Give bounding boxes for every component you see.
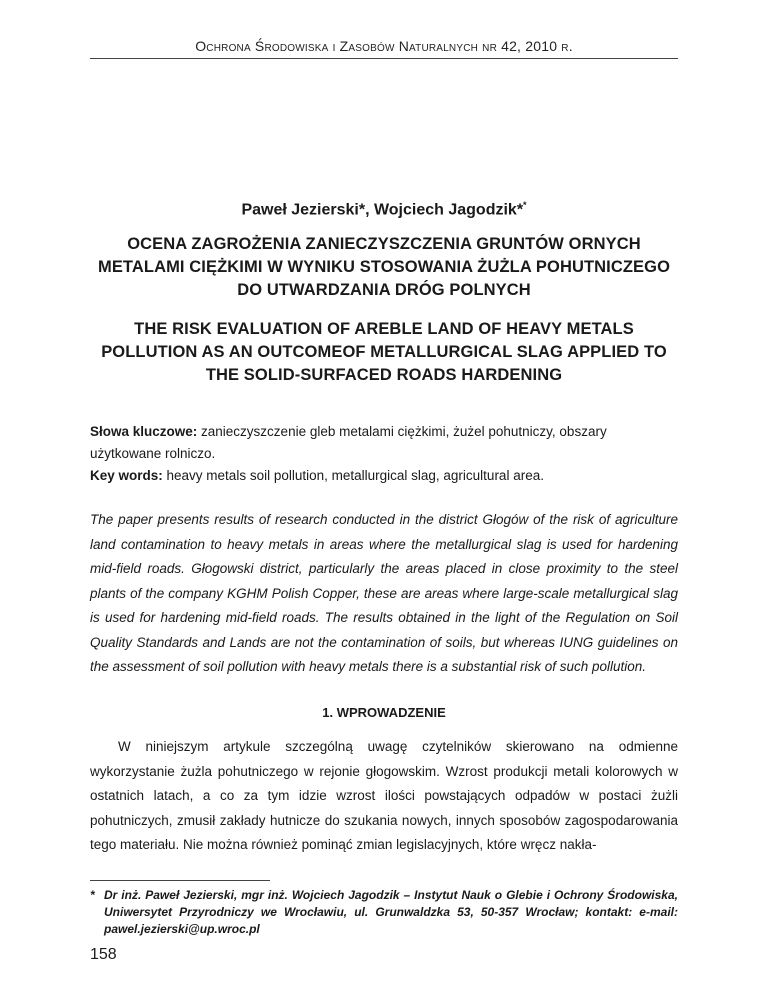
section-heading: 1. WPROWADZENIE: [322, 705, 446, 720]
footnote: [90, 887, 678, 938]
title-english: THE RISK EVALUATION OF AREBLE LAND OF HEAVY METALS POLLUTION AS AN OUTCOMEOF METALLURGICAL SLAG APPLIED TO THE SOLID-SURFACED ROADS HARDENING: [101, 320, 667, 384]
keywords-polish: [90, 421, 678, 465]
title-polish: OCENA ZAGROŻENIA ZANIECZYSZCZENIA GRUNTÓW ORNYCH METALAMI CIĘŻKIMI W WYNIKU STOSOWANIA ŻUŻLA POHUTNICZEGO DO UTWARDZANIA DRÓG POLNYCH: [97, 235, 671, 299]
keywords-english: [90, 465, 678, 487]
footnote-mark: *: [90, 888, 95, 902]
keywords-polish-text: zanieczyszczenie gleb metalami ciężkimi, żużel pohutniczy, obszary użytkowane rolniczo.: [90, 424, 607, 461]
keywords-english-label: Key words:: [90, 468, 163, 483]
abstract: The paper presents results of research conducted in the district Głogów of the risk of agriculture land contamination to heavy metals in areas where the metallurgical slag is used for hardening mid-field roads. Głogowski district, particularly the areas placed in close proximity to the steel plants of the company KGHM Polish Copper, these are areas where large-scale metallurgical slag is used for hardening mid-field roads. The results obtained in the light of the Regulation on Soil Quality Standards and Lands are not the contamination of soils, but whereas IUNG guidelines on the assessment of soil pollution with heavy metals there is a substantial risk of such pollution.: [90, 512, 678, 674]
footnote-text: Dr inż. Paweł Jezierski, mgr inż. Wojciech Jagodzik – Instytut Nauk o Glebie i Ochrony Środowiska, Uniwersytet Przyrodniczy we Wrocławiu, ul. Grunwaldzka 53, 50-357 Wrocław; kontakt: e-mail: pawel.jezierski@up.wroc.pl: [104, 888, 678, 936]
running-head: Ochrona Środowiska i Zasobów Naturalnych nr 42, 2010 r.: [195, 38, 573, 54]
keywords-english-text: heavy metals soil pollution, metallurgical slag, agricultural area.: [162, 468, 544, 483]
footnote-rule: [90, 880, 270, 881]
authors-footnote-mark: *: [523, 200, 527, 210]
authors-names: Paweł Jezierski*, Wojciech Jagodzik*: [241, 201, 524, 219]
header-rule: [90, 58, 678, 59]
keywords-polish-label: Słowa kluczowe:: [90, 424, 198, 439]
body-paragraph: W niniejszym artykule szczególną uwagę czytelników skierowano na odmienne wykorzystanie żużla pohutniczego w rejonie głogowskim. Wzrost produkcji metali kolorowych w ostatnich latach, a co za tym idzie wzrost ilości powstających odpadów w postaci żużli pohutniczych, zmusił zakłady hutnicze do szukania nowych, innych sposobów zagospodarowania tego materiału. Nie można również pominąć zmian legislacyjnych, które wręcz nakła-: [90, 739, 678, 852]
page-number: 158: [90, 946, 117, 963]
authors: [90, 200, 678, 219]
